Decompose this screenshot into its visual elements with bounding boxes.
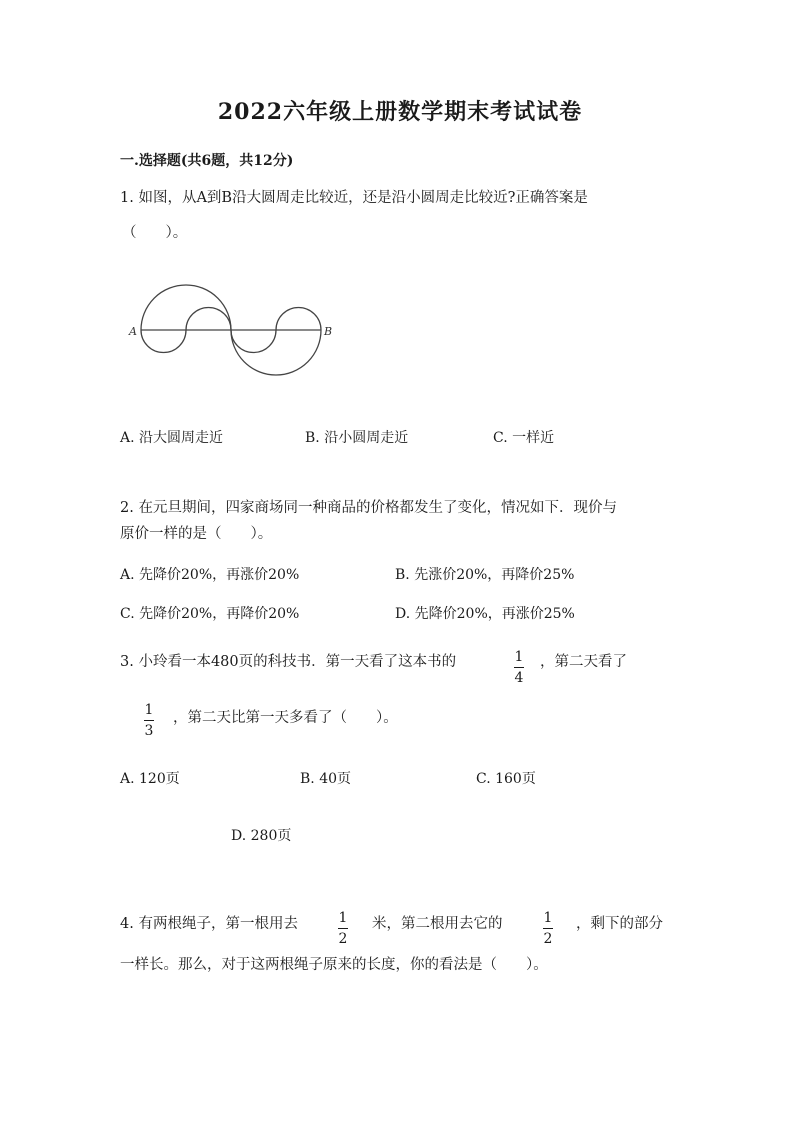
question-2-text: 2. 在元旦期间，四家商场同一种商品的价格都发生了变化，情况如下．现价与 — [120, 500, 617, 516]
small-arc-4 — [276, 308, 321, 331]
fraction-one-half-1 — [338, 911, 348, 946]
fraction-one-quarter — [514, 650, 524, 685]
fraction-one-half-2 — [543, 911, 553, 946]
page-title: 2022六年级上册数学期末考试试卷 — [217, 99, 583, 125]
question-2-text-line2: 原价一样的是（ ）。 — [120, 526, 273, 542]
fraction-bar — [338, 928, 348, 929]
large-arc-bottom — [231, 330, 321, 375]
question-3-text-line2: ，第二天比第一天多看了（ ）。 — [173, 710, 398, 726]
large-arc-top — [141, 285, 231, 330]
fraction-numerator: 1 — [514, 649, 524, 665]
question-1-blank: （ ）。 — [122, 225, 188, 241]
small-arc-2 — [186, 308, 231, 331]
label-a: A — [129, 325, 137, 338]
q1-option-a[interactable]: A. 沿大圆周走近 — [120, 430, 224, 446]
q1-option-b[interactable]: B. 沿小圆周走近 — [305, 430, 409, 446]
small-arc-1 — [141, 330, 186, 353]
question-4-text: 4. 有两根绳子，第一根用去 — [120, 916, 298, 932]
fraction-numerator: 1 — [144, 702, 154, 718]
fraction-denominator: 2 — [543, 931, 553, 947]
question-3-text: 3. 小玲看一本480页的科技书．第一天看了这本书的 — [120, 654, 457, 670]
q1-option-c[interactable]: C. 一样近 — [493, 430, 555, 446]
q3-option-a[interactable]: A. 120页 — [120, 771, 180, 787]
question-3-text-cont: ，第二天看了 — [540, 654, 627, 670]
question-4-text-mid: 米，第二根用去它的 — [372, 916, 503, 932]
small-arc-3 — [231, 330, 276, 353]
fraction-denominator: 3 — [144, 723, 154, 739]
question-4-text-end: ，剩下的部分 — [576, 916, 663, 932]
fraction-bar — [144, 720, 154, 721]
fraction-bar — [543, 928, 553, 929]
q3-option-d[interactable]: D. 280页 — [231, 828, 292, 844]
circle-path-diagram — [125, 280, 355, 390]
q2-option-c[interactable]: C. 先降价20%，再降价20% — [120, 606, 300, 622]
label-b: B — [324, 325, 333, 338]
fraction-numerator: 1 — [338, 910, 348, 926]
fraction-numerator: 1 — [543, 910, 553, 926]
fraction-denominator: 2 — [338, 931, 348, 947]
q2-option-d[interactable]: D. 先降价20%，再涨价25% — [395, 606, 575, 622]
fraction-bar — [514, 667, 524, 668]
q2-option-b[interactable]: B. 先涨价20%，再降价25% — [395, 567, 575, 583]
circle-path-figure — [125, 280, 355, 394]
q3-option-c[interactable]: C. 160页 — [476, 771, 536, 787]
section-heading: 一.选择题(共6题，共12分) — [120, 153, 294, 169]
fraction-denominator: 4 — [514, 670, 524, 686]
question-4-text-line2: 一样长。那么，对于这两根绳子原来的长度，你的看法是（ ）。 — [120, 957, 548, 973]
q3-option-b[interactable]: B. 40页 — [300, 771, 352, 787]
question-1-text: 1. 如图，从A到B沿大圆周走比较近，还是沿小圆周走比较近?正确答案是 — [120, 190, 588, 206]
q2-option-a[interactable]: A. 先降价20%，再涨价20% — [120, 567, 300, 583]
fraction-one-third — [144, 703, 154, 738]
